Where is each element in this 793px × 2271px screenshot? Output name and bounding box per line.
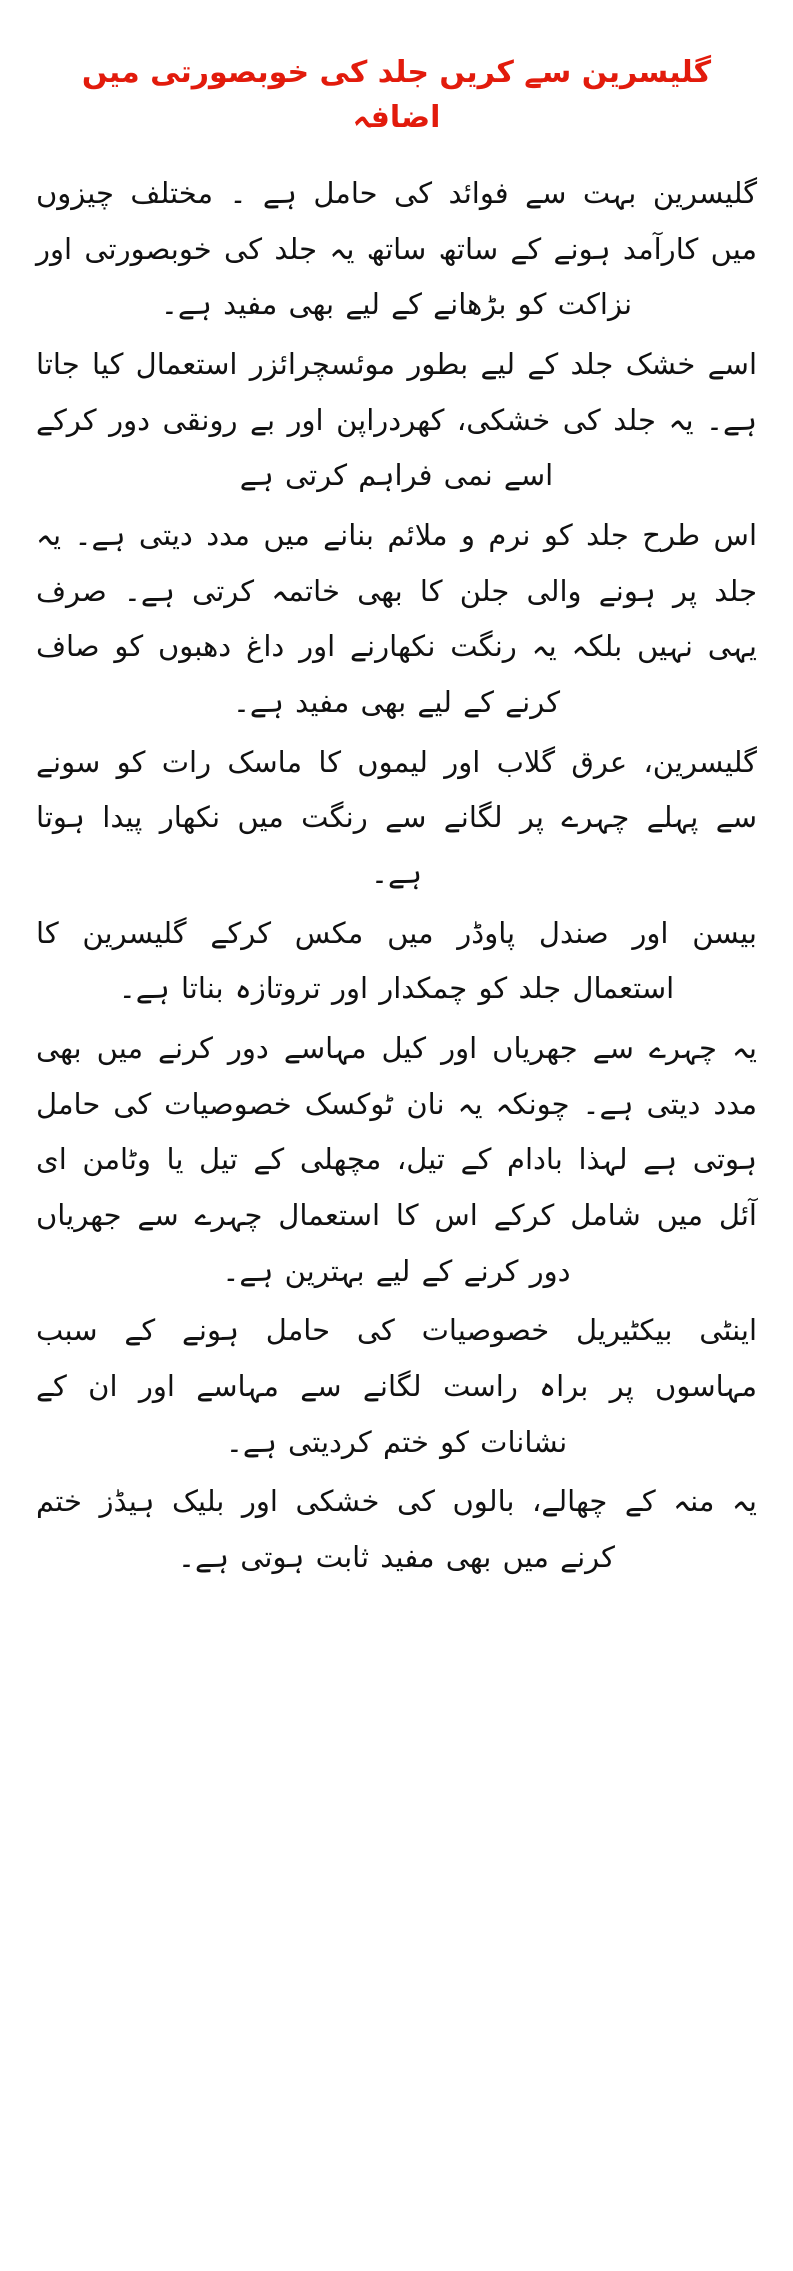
paragraph-1: گلیسرین بہت سے فوائد کی حامل ہے ۔ مختلف چیزوں میں کارآمد ہونے کے ساتھ ساتھ یہ جلد کی خوبصورتی اور نزاکت کو بڑھانے کے لیے بھی مفید ہے۔: [36, 176, 757, 322]
paragraph-4: گلیسرین، عرق گلاب اور لیموں کا ماسک رات کو سونے سے پہلے چہرے پر لگانے سے رنگت میں نکھار پیدا ہوتا ہے۔: [36, 744, 757, 891]
paragraph-7: اینٹی بیکٹیریل خصوصیات کی حامل ہونے کے سبب مہاسوں پر براہ راست لگانے سے مہاسے اور ان کے نشانات کو ختم کردیتی ہے۔: [36, 1313, 757, 1459]
paragraph-5: بیسن اور صندل پاوڈر میں مکس کرکے گلیسرین کا استعمال جلد کو چمکدار اور تروتازہ بناتا ہے۔: [36, 915, 757, 1006]
paragraph-6: یہ چہرے سے جھریاں اور کیل مہاسے دور کرنے میں بھی مدد دیتی ہے۔ چونکہ یہ نان ٹوکسک خصوصیات کی حامل ہوتی ہے لہذا بادام کے تیل، مچھلی کے تیل یا وٹامن ای آئل میں شامل کرکے اس کا استعمال چہرے سے جھریاں دور کرنے کے لیے بہترین ہے۔: [36, 1031, 757, 1288]
paragraph-8: یہ منہ کے چھالے، بالوں کی خشکی اور بلیک ہیڈز ختم کرنے میں بھی مفید ثابت ہوتی ہے۔: [36, 1484, 757, 1575]
page-title: گلیسرین سے کریں جلد کی خوبصورتی میں اضافہ: [81, 55, 712, 135]
paragraph-3: اس طرح جلد کو نرم و ملائم بنانے میں مدد دیتی ہے۔ یہ جلد پر ہونے والی جلن کا بھی خاتمہ کرتی ہے۔ صرف یہی نہیں بلکہ یہ رنگت نکھارنے اور داغ دھبوں کو صاف کرنے کے لیے بھی مفید ہے۔: [36, 518, 757, 720]
paragraph-2: اسے خشک جلد کے لیے بطور موئسچرائزر استعمال کیا جاتا ہے۔ یہ جلد کی خشکی، کھردراپن اور بے رونقی دور کرکے اسے نمی فراہم کرتی ہے: [36, 347, 757, 493]
